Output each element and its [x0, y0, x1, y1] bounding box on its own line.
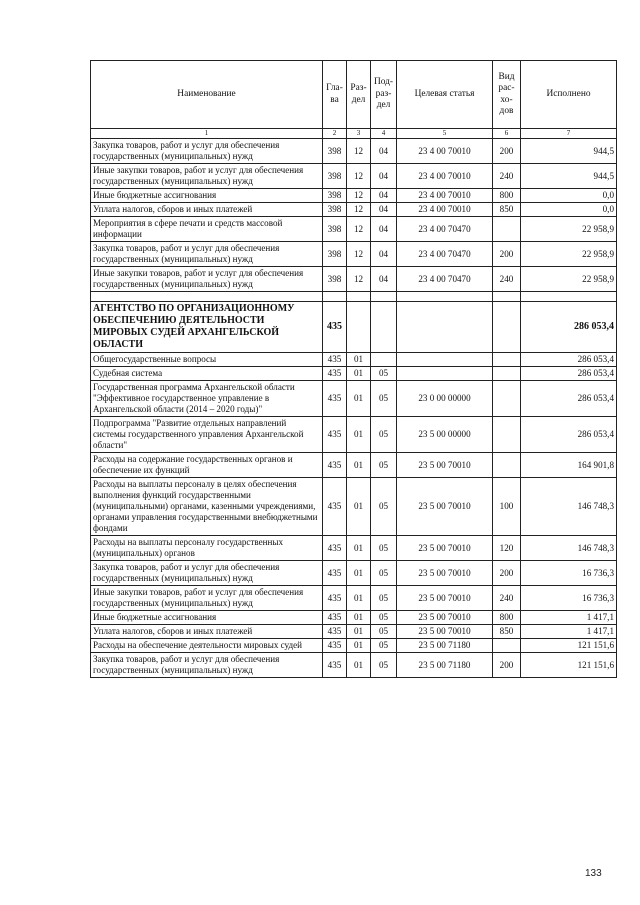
row-executed: 16 736,3: [521, 561, 617, 586]
table-row: [91, 611, 617, 625]
row-target-article: [397, 367, 493, 381]
row-expense-type: [493, 302, 521, 353]
row-target-article: 23 4 00 70470: [397, 267, 493, 292]
table-row: [91, 639, 617, 653]
column-number: 5: [397, 129, 493, 139]
row-chapter: 435: [323, 536, 347, 561]
row-name: Закупка товаров, работ и услуг для обеспечения государственных (муниципальных) нужд: [91, 242, 323, 267]
row-chapter: 398: [323, 217, 347, 242]
row-name: Общегосударственные вопросы: [91, 353, 323, 367]
row-subsection: 05: [371, 611, 397, 625]
table-body: [91, 139, 617, 678]
row-subsection: 05: [371, 586, 397, 611]
header-expense-type: Вид рас-хо-дов: [493, 61, 521, 129]
row-executed: 22 958,9: [521, 242, 617, 267]
row-subsection: 05: [371, 639, 397, 653]
row-subsection: 05: [371, 381, 397, 417]
row-section: 01: [347, 417, 371, 453]
row-name: Иные закупки товаров, работ и услуг для обеспечения государственных (муниципальных) нужд: [91, 164, 323, 189]
row-subsection: 04: [371, 267, 397, 292]
row-expense-type: 240: [493, 267, 521, 292]
row-target-article: 23 4 00 70470: [397, 217, 493, 242]
row-executed: 1 417,1: [521, 625, 617, 639]
table-row: [91, 417, 617, 453]
row-section: 01: [347, 586, 371, 611]
row-target-article: 23 5 00 70010: [397, 625, 493, 639]
row-subsection: 05: [371, 453, 397, 478]
row-name: Судебная система: [91, 367, 323, 381]
header-executed: Исполнено: [521, 61, 617, 129]
row-section: 01: [347, 639, 371, 653]
table-row: [91, 267, 617, 292]
header-target-article: Целевая статья: [397, 61, 493, 129]
row-expense-type: [493, 453, 521, 478]
row-name: Иные бюджетные ассигнования: [91, 611, 323, 625]
row-target-article: 23 5 00 70010: [397, 561, 493, 586]
row-executed: 286 053,4: [521, 417, 617, 453]
row-section: [347, 292, 371, 302]
row-executed: 286 053,4: [521, 381, 617, 417]
row-expense-type: [493, 639, 521, 653]
row-name: Уплата налогов, сборов и иных платежей: [91, 625, 323, 639]
row-expense-type: [493, 217, 521, 242]
row-chapter: 398: [323, 242, 347, 267]
table-row: [91, 453, 617, 478]
row-target-article: [397, 353, 493, 367]
row-subsection: 05: [371, 653, 397, 678]
row-section: 01: [347, 453, 371, 478]
row-executed: 16 736,3: [521, 586, 617, 611]
row-target-article: 23 5 00 70010: [397, 453, 493, 478]
row-expense-type: [493, 381, 521, 417]
row-name: Иные бюджетные ассигнования: [91, 189, 323, 203]
header-chapter: Гла-ва: [323, 61, 347, 129]
row-executed: 146 748,3: [521, 478, 617, 536]
table-row: [91, 139, 617, 164]
row-subsection: 04: [371, 189, 397, 203]
row-section: 01: [347, 367, 371, 381]
row-subsection: 04: [371, 217, 397, 242]
row-expense-type: [493, 367, 521, 381]
row-target-article: 23 5 00 70010: [397, 611, 493, 625]
row-name: Иные закупки товаров, работ и услуг для обеспечения государственных (муниципальных) нужд: [91, 267, 323, 292]
row-name: Расходы на обеспечение деятельности мировых судей: [91, 639, 323, 653]
row-target-article: [397, 302, 493, 353]
row-subsection: 05: [371, 367, 397, 381]
row-name: Закупка товаров, работ и услуг для обеспечения государственных (муниципальных) нужд: [91, 139, 323, 164]
row-section: 12: [347, 217, 371, 242]
row-name: [91, 292, 323, 302]
row-chapter: 435: [323, 302, 347, 353]
row-expense-type: [493, 353, 521, 367]
row-target-article: 23 5 00 71180: [397, 653, 493, 678]
table-row: [91, 164, 617, 189]
row-target-article: 23 4 00 70010: [397, 164, 493, 189]
row-target-article: 23 5 00 71180: [397, 639, 493, 653]
row-chapter: 435: [323, 381, 347, 417]
row-chapter: 435: [323, 478, 347, 536]
table-row: [91, 625, 617, 639]
row-executed: 0,0: [521, 189, 617, 203]
row-target-article: 23 5 00 00000: [397, 417, 493, 453]
row-subsection: 04: [371, 242, 397, 267]
row-chapter: 398: [323, 139, 347, 164]
row-section: 01: [347, 353, 371, 367]
row-target-article: [397, 292, 493, 302]
column-number: 6: [493, 129, 521, 139]
row-target-article: 23 4 00 70010: [397, 203, 493, 217]
row-chapter: 435: [323, 417, 347, 453]
row-expense-type: [493, 292, 521, 302]
table-row: [91, 586, 617, 611]
row-executed: 944,5: [521, 164, 617, 189]
row-expense-type: 240: [493, 164, 521, 189]
row-subsection: [371, 353, 397, 367]
row-section: 12: [347, 189, 371, 203]
row-chapter: 435: [323, 353, 347, 367]
row-expense-type: 200: [493, 242, 521, 267]
header-subsection: Под-раз-дел: [371, 61, 397, 129]
row-target-article: 23 4 00 70010: [397, 189, 493, 203]
header-row: [91, 61, 617, 129]
row-chapter: [323, 292, 347, 302]
row-executed: 286 053,4: [521, 353, 617, 367]
table-row: [91, 203, 617, 217]
row-chapter: 435: [323, 611, 347, 625]
row-subsection: [371, 302, 397, 353]
column-number: 1: [91, 129, 323, 139]
row-executed: 286 053,4: [521, 367, 617, 381]
row-subsection: 05: [371, 625, 397, 639]
row-chapter: 435: [323, 625, 347, 639]
row-subsection: 04: [371, 164, 397, 189]
budget-table: [90, 60, 617, 678]
row-expense-type: 800: [493, 611, 521, 625]
row-subsection: 05: [371, 561, 397, 586]
row-chapter: 435: [323, 586, 347, 611]
row-executed: 121 151,6: [521, 639, 617, 653]
row-section: 01: [347, 625, 371, 639]
header-section: Раз-дел: [347, 61, 371, 129]
row-section: 12: [347, 267, 371, 292]
table-row: [91, 242, 617, 267]
row-executed: 944,5: [521, 139, 617, 164]
row-executed: 22 958,9: [521, 217, 617, 242]
column-number-row: [91, 129, 617, 139]
row-subsection: 05: [371, 536, 397, 561]
row-executed: 22 958,9: [521, 267, 617, 292]
row-name: АГЕНТСТВО ПО ОРГАНИЗАЦИОННОМУ ОБЕСПЕЧЕНИЮ ДЕЯТЕЛЬНОСТИ МИРОВЫХ СУДЕЙ АРХАНГЕЛЬСКОЙ ОБЛАСТИ: [91, 302, 323, 353]
row-target-article: 23 5 00 70010: [397, 586, 493, 611]
row-chapter: 435: [323, 367, 347, 381]
row-chapter: 398: [323, 203, 347, 217]
row-chapter: 398: [323, 189, 347, 203]
row-expense-type: 850: [493, 625, 521, 639]
column-number: 2: [323, 129, 347, 139]
row-target-article: 23 5 00 70010: [397, 478, 493, 536]
table-row: [91, 189, 617, 203]
budget-table-container: [90, 60, 616, 678]
table-row: [91, 292, 617, 302]
row-section: 12: [347, 139, 371, 164]
row-section: 01: [347, 536, 371, 561]
row-subsection: [371, 292, 397, 302]
row-section: 01: [347, 478, 371, 536]
row-executed: 286 053,4: [521, 302, 617, 353]
header-name: Наименование: [91, 61, 323, 129]
row-expense-type: 100: [493, 478, 521, 536]
row-target-article: 23 4 00 70010: [397, 139, 493, 164]
row-executed: 164 901,8: [521, 453, 617, 478]
row-name: Мероприятия в сфере печати и средств массовой информации: [91, 217, 323, 242]
row-section: 01: [347, 381, 371, 417]
row-expense-type: 120: [493, 536, 521, 561]
row-executed: 1 417,1: [521, 611, 617, 625]
row-chapter: 435: [323, 561, 347, 586]
row-target-article: 23 0 00 00000: [397, 381, 493, 417]
column-number: 4: [371, 129, 397, 139]
table-row: [91, 381, 617, 417]
table-row: [91, 217, 617, 242]
row-name: Закупка товаров, работ и услуг для обеспечения государственных (муниципальных) нужд: [91, 561, 323, 586]
table-row: [91, 561, 617, 586]
row-expense-type: 850: [493, 203, 521, 217]
row-expense-type: 200: [493, 139, 521, 164]
column-number: 7: [521, 129, 617, 139]
row-subsection: 04: [371, 203, 397, 217]
row-expense-type: 200: [493, 653, 521, 678]
row-subsection: 05: [371, 478, 397, 536]
column-number: 3: [347, 129, 371, 139]
row-name: Расходы на содержание государственных органов и обеспечение их функций: [91, 453, 323, 478]
row-subsection: 04: [371, 139, 397, 164]
row-subsection: 05: [371, 417, 397, 453]
table-row: [91, 367, 617, 381]
row-name: Иные закупки товаров, работ и услуг для обеспечения государственных (муниципальных) нужд: [91, 586, 323, 611]
row-section: 01: [347, 561, 371, 586]
row-chapter: 435: [323, 653, 347, 678]
page-number: 133: [585, 868, 602, 879]
row-name: Расходы на выплаты персоналу в целях обеспечения выполнения функций государственными (муниципальными) органами, казенными учреждениями, органами управления государственными внебюджетными фондами: [91, 478, 323, 536]
table-row: [91, 353, 617, 367]
row-expense-type: 240: [493, 586, 521, 611]
row-executed: 146 748,3: [521, 536, 617, 561]
table-row: [91, 653, 617, 678]
row-section: 12: [347, 203, 371, 217]
row-name: Государственная программа Архангельской области "Эффективное государственное управление в Архангельской области (2014 – 2020 годы)": [91, 381, 323, 417]
row-section: 12: [347, 164, 371, 189]
row-chapter: 398: [323, 267, 347, 292]
table-row: [91, 536, 617, 561]
row-section: 12: [347, 242, 371, 267]
row-chapter: 435: [323, 639, 347, 653]
row-executed: [521, 292, 617, 302]
row-chapter: 398: [323, 164, 347, 189]
row-executed: 0,0: [521, 203, 617, 217]
row-expense-type: [493, 417, 521, 453]
row-executed: 121 151,6: [521, 653, 617, 678]
row-section: [347, 302, 371, 353]
row-name: Уплата налогов, сборов и иных платежей: [91, 203, 323, 217]
row-expense-type: 800: [493, 189, 521, 203]
row-name: Подпрограмма "Развитие отдельных направлений системы государственного управления Архангельской области": [91, 417, 323, 453]
row-expense-type: 200: [493, 561, 521, 586]
table-row: [91, 302, 617, 353]
row-section: 01: [347, 653, 371, 678]
row-name: Расходы на выплаты персоналу государственных (муниципальных) органов: [91, 536, 323, 561]
row-target-article: 23 4 00 70470: [397, 242, 493, 267]
row-name: Закупка товаров, работ и услуг для обеспечения государственных (муниципальных) нужд: [91, 653, 323, 678]
row-target-article: 23 5 00 70010: [397, 536, 493, 561]
table-row: [91, 478, 617, 536]
row-section: 01: [347, 611, 371, 625]
row-chapter: 435: [323, 453, 347, 478]
